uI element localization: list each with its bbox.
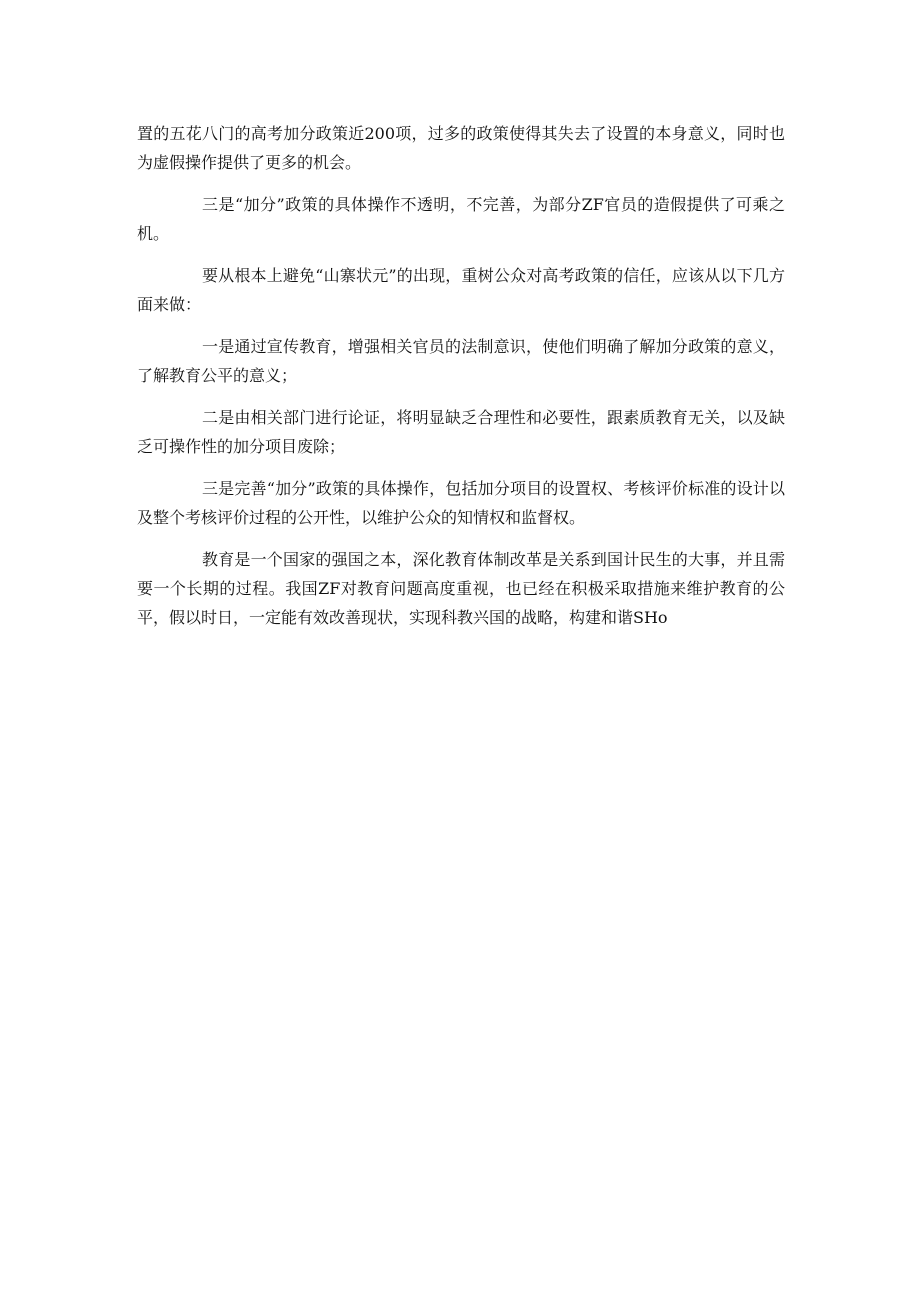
paragraph-4: 一是通过宣传教育，增强相关官员的法制意识，使他们明确了解加分政策的意义，了解教育公平的意义； xyxy=(137,337,785,385)
paragraph-7: 教育是一个国家的强国之本，深化教育体制改革是关系到国计民生的大事，并且需要一个长期的过程。我国ZF对教育问题高度重视，也已经在积极采取措施来维护教育的公平，假以时日，一定能有效改善现状，实现科教兴国的战略，构建和谐SHo xyxy=(137,550,785,627)
paragraph-5: 二是由相关部门进行论证，将明显缺乏合理性和必要性，跟素质教育无关，以及缺乏可操作性的加分项目废除； xyxy=(137,408,785,456)
paragraph-6: 三是完善“加分”政策的具体操作，包括加分项目的设置权、考核评价标准的设计以及整个考核评价过程的公开性，以维护公众的知情权和监督权。 xyxy=(137,479,785,527)
paragraph-3: 要从根本上避免“山寨状元”的出现，重树公众对高考政策的信任，应该从以下几方面来做： xyxy=(137,266,785,314)
document-body xyxy=(137,119,785,645)
paragraph-2: 三是“加分”政策的具体操作不透明，不完善，为部分ZF官员的造假提供了可乘之机。 xyxy=(137,195,785,243)
paragraph-1: 置的五花八门的高考加分政策近200项，过多的政策使得其失去了设置的本身意义，同时也为虚假操作提供了更多的机会。 xyxy=(137,124,785,172)
